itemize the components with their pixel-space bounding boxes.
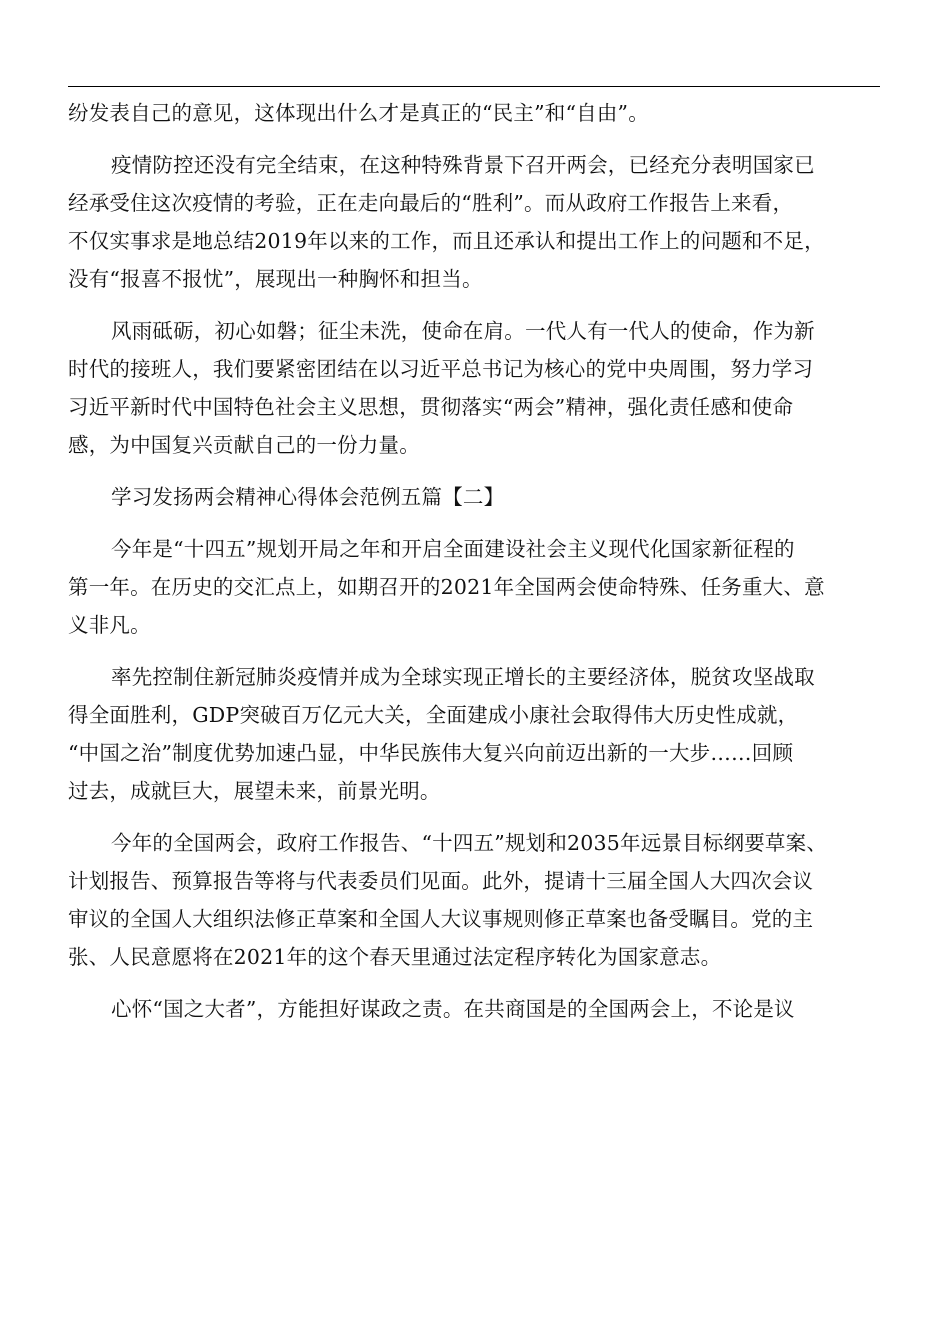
document-body <box>68 94 880 1028</box>
header-rule <box>68 86 880 87</box>
text-line: 率先控制住新冠肺炎疫情并成为全球实现正增长的主要经济体，脱贫攻坚战取 <box>111 665 815 689</box>
text-line: “中国之治”制度优势加速凸显，中华民族伟大复兴向前迈出新的一大步……回顾 <box>68 741 794 765</box>
text-line: 没有“报喜不报忧”，展现出一种胸怀和担当。 <box>68 267 483 291</box>
text-line: 第一年。在历史的交汇点上，如期召开的2021年全国两会使命特殊、任务重大、意 <box>68 575 825 599</box>
text-line: 过去，成就巨大，展望未来，前景光明。 <box>68 779 441 803</box>
text-line: 今年的全国两会，政府工作报告、“十四五”规划和2035年远景目标纲要草案、 <box>111 831 828 855</box>
text-line: 义非凡。 <box>68 613 151 637</box>
text-line: 不仅实事求是地总结2019年以来的工作，而且还承认和提出工作上的问题和不足， <box>68 229 825 253</box>
text-line: 经承受住这次疫情的考验，正在走向最后的“胜利”。而从政府工作报告上来看， <box>68 191 794 215</box>
text-line: 心怀“国之大者”，方能担好谋政之责。在共商国是的全国两会上，不论是议 <box>111 997 795 1021</box>
text-line: 纷发表自己的意见，这体现出什么才是真正的“民主”和“自由”。 <box>68 101 649 125</box>
text-line: 张、人民意愿将在2021年的这个春天里通过法定程序转化为国家意志。 <box>68 945 722 969</box>
text-line: 得全面胜利，GDP突破百万亿元大关，全面建成小康社会取得伟大历史性成就， <box>68 703 799 727</box>
text-line: 感，为中国复兴贡献自己的一份力量。 <box>68 433 420 457</box>
text-line: 计划报告、预算报告等将与代表委员们见面。此外，提请十三届全国人大四次会议 <box>68 869 814 893</box>
text-line: 审议的全国人大组织法修正草案和全国人大议事规则修正草案也备受瞩目。党的主 <box>68 907 814 931</box>
section-heading: 学习发扬两会精神心得体会范例五篇【二】 <box>111 485 505 509</box>
text-line: 今年是“十四五”规划开局之年和开启全面建设社会主义现代化国家新征程的 <box>111 537 795 561</box>
text-line: 时代的接班人，我们要紧密团结在以习近平总书记为核心的党中央周围，努力学习 <box>68 357 814 381</box>
text-line: 疫情防控还没有完全结束，在这种特殊背景下召开两会，已经充分表明国家已 <box>111 153 815 177</box>
text-line: 习近平新时代中国特色社会主义思想，贯彻落实“两会”精神，强化责任感和使命 <box>68 395 794 419</box>
text-line: 风雨砥砺，初心如磐；征尘未洗，使命在肩。一代人有一代人的使命，作为新 <box>111 319 815 343</box>
